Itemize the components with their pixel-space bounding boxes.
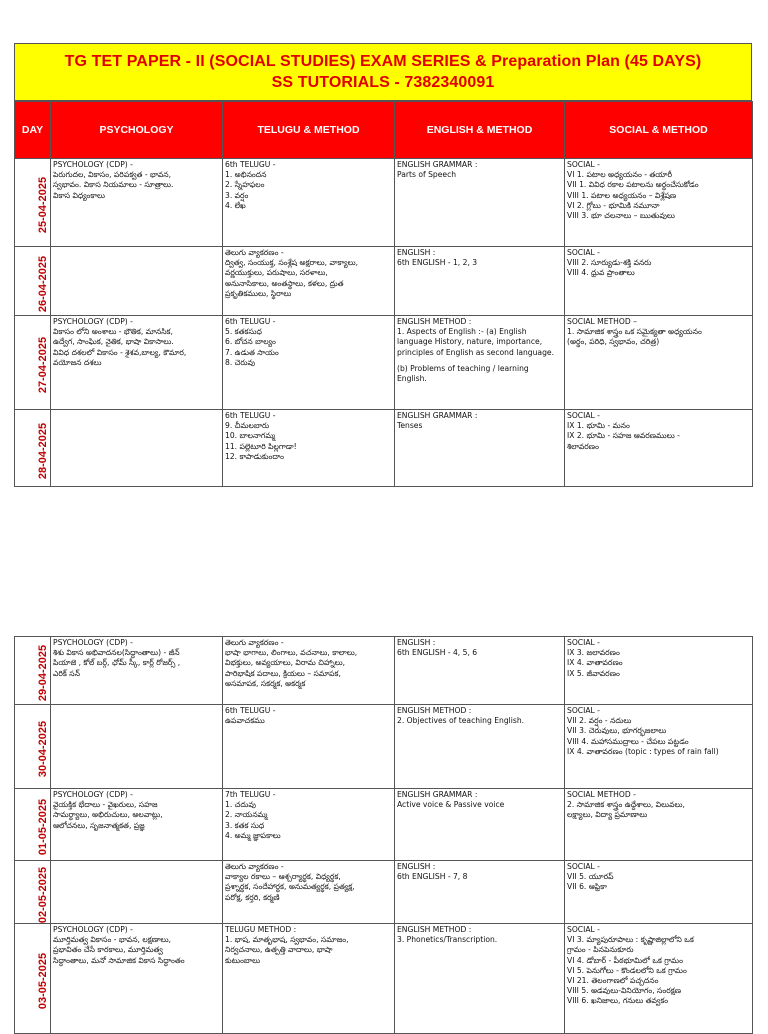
telugu-line: నిర్వచనాలు, ఉత్పత్తి వాదాలు, భాషా <box>225 945 333 955</box>
social-line: SOCIAL - <box>567 411 600 420</box>
english-cell <box>395 924 565 1034</box>
day-cell <box>15 705 51 789</box>
social-line: SOCIAL - <box>567 862 600 871</box>
social-line: VII 5. యూరప్ <box>567 872 614 882</box>
telugu-cell <box>223 316 395 410</box>
social-line: (అర్థం, పరిధి, స్వభావం, చరిత్ర) <box>567 337 660 347</box>
telugu-line: విభక్తులు, అవ్యయాలు, విరామ చిహ్నాలు, <box>225 658 346 668</box>
telugu-line: 2. స్నేహఫలం <box>225 180 265 190</box>
social-cell <box>565 637 753 705</box>
psychology-line: మూర్తిమత్వ వికాసం - భావన, లక్షణాలు, <box>53 935 171 945</box>
social-line: లక్ష్యాలు, విద్యా ప్రమాణాలు <box>567 810 648 820</box>
psychology-line: ఉద్వేగ, సాంఘిక, నైతిక, భాషా వికాసాలు. <box>53 337 174 347</box>
social-line: IX 2. భూమి - సహజ ఆవరణములు - <box>567 431 680 441</box>
english-line: Tenses <box>397 421 423 431</box>
day-cell <box>15 924 51 1034</box>
header-telugu: TELUGU & METHOD <box>223 102 395 159</box>
social-line: VI 2. గ్లోబు - భూమికి నమూనా <box>567 200 660 210</box>
telugu-cell <box>223 637 395 705</box>
psychology-line: వయోజన దశలు <box>53 357 102 367</box>
day-date: 01-05-2025 <box>37 798 50 856</box>
social-line: VII 2. వర్షం - నదులు <box>567 716 632 726</box>
english-line: ENGLISH GRAMMAR : <box>397 160 478 169</box>
english-line: 1. Aspects of English :- (a) English <box>397 327 527 337</box>
telugu-line: 1. అభినందన <box>225 170 267 180</box>
social-line: 2. సామాజిక శాస్త్రం ఉద్దేశాలు, విలువలు, <box>567 800 685 810</box>
header-day: DAY <box>15 102 51 159</box>
day-date: 30-04-2025 <box>37 720 50 778</box>
telugu-line: పరోక్ష, కర్తరి, కర్మణి <box>225 892 280 902</box>
social-cell <box>565 316 753 410</box>
english-cell <box>395 159 565 247</box>
social-line: IX 4. వాతావరణం <box>567 658 623 668</box>
day-cell <box>15 861 51 924</box>
psychology-line: వైయక్తిక భేదాలు - వైఖరులు, సహజ <box>53 800 158 810</box>
social-line: VIII 4. మహాసముద్రాలు - చేపలు పట్టడం <box>567 736 689 746</box>
schedule-row <box>15 789 753 861</box>
telugu-line: TELUGU METHOD : <box>225 925 297 934</box>
social-line: IX 5. జీవావరణం <box>567 668 620 678</box>
social-line: VIII 2. సూర్యుడు-శక్తి వనరు <box>567 258 652 268</box>
english-cell <box>395 316 565 410</box>
schedule-row <box>15 924 753 1034</box>
psychology-line: PSYCHOLOGY (CDP) - <box>53 317 133 326</box>
telugu-line: 11. పల్లెటూరి పిల్లగాడా! <box>225 441 297 451</box>
day-cell <box>15 410 51 487</box>
title-line-1: TG TET PAPER - II (SOCIAL STUDIES) EXAM SERIES & Preparation Plan (45 DAYS) <box>64 53 702 70</box>
title-line-2: SS TUTORIALS - 7382340091 <box>271 74 495 91</box>
telugu-line: 12. కాపాడుకుందాం <box>225 451 285 461</box>
day-date: 03-05-2025 <box>37 952 50 1010</box>
telugu-line: 4. అమ్మ జ్ఞాపకాలు <box>225 830 281 840</box>
english-line: ENGLISH GRAMMAR : <box>397 411 478 420</box>
telugu-line: 8. చెరువు <box>225 357 256 367</box>
social-line: IX 4. వాతావరణం (topic : types of rain fall) <box>567 746 719 756</box>
telugu-line: పారిభాషిక పదాలు, క్రియలు – సమాపక, <box>225 668 341 678</box>
social-line: SOCIAL METHOD – <box>567 317 637 326</box>
psychology-line: ఎరిక్ సన్ <box>53 668 80 678</box>
english-line: (b) Problems of teaching / learning <box>397 363 529 373</box>
header-row <box>15 102 753 159</box>
psychology-line: PSYCHOLOGY (CDP) - <box>53 638 133 647</box>
social-line: SOCIAL - <box>567 638 600 647</box>
telugu-cell <box>223 247 395 316</box>
telugu-cell <box>223 789 395 861</box>
english-line: 6th ENGLISH - 4, 5, 6 <box>397 648 478 658</box>
english-line: 3. Phonetics/Transcription. <box>397 935 498 945</box>
telugu-line: కుటుంబాలు <box>225 955 261 965</box>
telugu-line: 7th TELUGU - <box>225 790 276 799</box>
schedule-row <box>15 410 753 487</box>
social-line: IX 3. జలావరణం <box>567 648 620 658</box>
english-line: ENGLISH METHOD : <box>397 317 472 326</box>
telugu-cell <box>223 159 395 247</box>
social-line: SOCIAL - <box>567 925 600 934</box>
english-cell <box>395 410 565 487</box>
english-line: 2. Objectives of teaching English. <box>397 716 525 726</box>
day-cell <box>15 159 51 247</box>
telugu-line: 6th TELUGU - <box>225 706 276 715</box>
telugu-line: 7. ఉడుత సాయం <box>225 347 279 357</box>
social-line: SOCIAL METHOD - <box>567 790 636 799</box>
telugu-line: 5. కతకసుధ <box>225 327 262 337</box>
telugu-line: తెలుగు వ్యాకరణం - <box>225 638 284 647</box>
social-line: SOCIAL - <box>567 706 600 715</box>
social-line: VIII 5. అడవులు-వినియోగం, సంరక్షణ <box>567 986 681 996</box>
telugu-cell <box>223 861 395 924</box>
english-line: 6th ENGLISH - 1, 2, 3 <box>397 258 478 268</box>
telugu-line: ద్విత్వ, సంయుక్త, సంశ్లేష అక్షరాలు, వాక్యాలు, <box>225 258 359 268</box>
social-cell <box>565 789 753 861</box>
psychology-line: వివిధ దశలలో వికాసం - శైశవ,బాల్య, కౌమార, <box>53 347 187 357</box>
psychology-line: వికాసం లోని అంశాలు - భౌతిక, మానసిక, <box>53 327 173 337</box>
english-line: principles of English as second language. <box>397 347 554 357</box>
telugu-cell <box>223 924 395 1034</box>
psychology-cell <box>51 316 223 410</box>
telugu-line: 1. భాష, మాతృభాష, స్వభావం, సమాజం, <box>225 935 349 945</box>
social-cell <box>565 159 753 247</box>
psychology-line: శిశు వికాస అభివాదనల(సిద్ధాంతాలు) - జీన్ <box>53 648 180 658</box>
social-cell <box>565 247 753 316</box>
psychology-line: పెరుగుదల, వికాసం, పరిపక్వత - భావన, <box>53 170 172 180</box>
telugu-line: 6th TELUGU - <box>225 411 276 420</box>
telugu-line: వాక్యాల రకాలు – ఆశ్చర్యార్థక, విధ్యర్థక, <box>225 872 341 882</box>
social-line: గ్రామం - పినపెనుకూరు <box>567 945 634 955</box>
header-psychology: PSYCHOLOGY <box>51 102 223 159</box>
telugu-cell <box>223 410 395 487</box>
day-date: 27-04-2025 <box>37 336 50 394</box>
psychology-line: సామర్థ్యాలు, అభిరుచులు, అలవాట్లు, <box>53 810 163 820</box>
schedule-table-2 <box>14 636 753 1034</box>
social-line: VI 4. డోబార్ - పీఠభూమిలో ఒక గ్రామం <box>567 955 683 965</box>
psychology-line: PSYCHOLOGY (CDP) - <box>53 790 133 799</box>
english-cell <box>395 247 565 316</box>
psychology-cell <box>51 924 223 1034</box>
day-cell <box>15 789 51 861</box>
psychology-cell <box>51 789 223 861</box>
telugu-line: ప్రకృతికములు, స్థిరాలు <box>225 288 292 298</box>
social-line: VI 21. తెలంగాణలో పచ్చదనం <box>567 976 659 986</box>
day-cell <box>15 247 51 316</box>
psychology-cell <box>51 247 223 316</box>
english-cell <box>395 705 565 789</box>
social-line: శిలావరణం <box>567 441 599 451</box>
header-social: SOCIAL & METHOD <box>565 102 753 159</box>
schedule-row <box>15 637 753 705</box>
telugu-line: 6th TELUGU - <box>225 160 276 169</box>
english-line: ENGLISH : <box>397 248 436 257</box>
telugu-line: వర్ణయుక్తులు, పరుషాలు, సరళాలు, <box>225 268 328 278</box>
telugu-line: 1. చదువు <box>225 800 256 810</box>
schedule-row <box>15 159 753 247</box>
telugu-line: అనునాసికాలు, అంతస్థాలు, కళలు, ద్రుత <box>225 278 344 288</box>
psychology-cell <box>51 861 223 924</box>
telugu-line: 2. నాయనమ్మ <box>225 810 268 820</box>
psychology-cell <box>51 637 223 705</box>
psychology-line: PSYCHOLOGY (CDP) - <box>53 925 133 934</box>
header-english: ENGLISH & METHOD <box>395 102 565 159</box>
day-date: 29-04-2025 <box>37 644 50 702</box>
social-line: VI 5. పెనుగోలు - కొండలలోని ఒక గ్రామం <box>567 965 687 975</box>
social-line: 1. సామాజిక శాస్త్రం ఒక సమైక్యతా అధ్యయనం <box>567 327 702 337</box>
psychology-line: సిద్ధాంతాలు, మనో సామాజిక వికాస సిద్ధాంతం <box>53 955 185 965</box>
psychology-cell <box>51 410 223 487</box>
english-line: ENGLISH : <box>397 862 436 871</box>
english-cell <box>395 637 565 705</box>
telugu-line: 3. కతక సుధ <box>225 820 265 830</box>
psychology-line: స్వభావం. వికాస నియమాలు - సూత్రాలు. <box>53 180 174 190</box>
day-date: 02-05-2025 <box>37 866 50 923</box>
psychology-cell <box>51 159 223 247</box>
day-date: 28-04-2025 <box>37 422 50 479</box>
telugu-line: భాషా భాగాలు, లింగాలు, వచనాలు, కాలాలు, <box>225 648 358 658</box>
telugu-line: ఉపవాచకము <box>225 716 265 726</box>
telugu-cell <box>223 705 395 789</box>
telugu-line: 4. లేఖ <box>225 200 246 210</box>
social-line: VI 1. పటాల అధ్యయనం - తయారీ <box>567 170 672 180</box>
telugu-line: 9. చీమలబారు <box>225 421 270 431</box>
social-line: IX 1. భూమి - మనం <box>567 421 630 431</box>
schedule-row <box>15 861 753 924</box>
social-line: VIII 1. పటాల అధ్యయనం – విశ్లేషణ <box>567 190 677 200</box>
schedule-row <box>15 316 753 410</box>
telugu-line: తెలుగు వ్యాకరణం - <box>225 248 284 257</box>
schedule-row <box>15 247 753 316</box>
psychology-line: పియాజె , కోల్ బర్గ్, ఛోమ్ స్కీ, కార్ల్ రోజర్స్ , <box>53 658 181 668</box>
english-line: language History, nature, importance, <box>397 337 543 347</box>
psychology-line: వికాస విధ్యంకాలు <box>53 190 105 200</box>
psychology-line: ఆలోచనలు, సృజనాత్మకత, ప్రజ్ఞ <box>53 820 145 830</box>
social-line: VII 3. చెరువులు, భూగర్భజలాలు <box>567 726 667 736</box>
day-cell <box>15 637 51 705</box>
english-line: ENGLISH METHOD : <box>397 706 472 715</box>
telugu-line: 6th TELUGU - <box>225 317 276 326</box>
english-line: Active voice & Passive voice <box>397 800 505 810</box>
telugu-line: అసమాపక, సకర్మక, అకర్మక <box>225 678 306 688</box>
telugu-line: 6. బోచన బాల్యం <box>225 337 276 347</box>
social-line: VI 3. మ్యాపురూపాలు : కృష్ణాజిల్లాలోని ఒక <box>567 935 694 945</box>
social-line: VIII 6. ఖనిజాలు, గనులు తవ్వకం <box>567 996 669 1006</box>
english-line: English. <box>397 374 427 384</box>
day-date: 25-04-2025 <box>37 176 50 234</box>
schedule-table-1 <box>14 101 753 487</box>
social-line: VIII 4. ధ్రువ ప్రాంతాలు <box>567 268 635 278</box>
psychology-line: ప్రభావితం చేసే కారకాలు, మూర్తిమత్వ <box>53 945 163 955</box>
english-cell <box>395 861 565 924</box>
english-line: ENGLISH GRAMMAR : <box>397 790 478 799</box>
social-line: SOCIAL - <box>567 160 600 169</box>
social-cell <box>565 861 753 924</box>
psychology-cell <box>51 705 223 789</box>
english-line: ENGLISH METHOD : <box>397 925 472 934</box>
title-banner <box>14 43 752 101</box>
psychology-line: PSYCHOLOGY (CDP) - <box>53 160 133 169</box>
social-line: VII 1. వివిధ రకాల పటాలను అర్థంచేసుకోడం <box>567 180 699 190</box>
schedule-row <box>15 705 753 789</box>
social-cell <box>565 924 753 1034</box>
social-line: SOCIAL - <box>567 248 600 257</box>
telugu-line: తెలుగు వ్యాకరణం - <box>225 862 284 871</box>
english-cell <box>395 789 565 861</box>
social-line: VIII 3. భూ చలనాలు – ఋతువులు <box>567 211 675 221</box>
english-line: ENGLISH : <box>397 638 436 647</box>
telugu-line: ప్రశ్నార్థక, సందేహార్థక, అనుమత్యర్థక, ప్రత్యక్ష, <box>225 882 355 892</box>
social-cell <box>565 410 753 487</box>
day-date: 26-04-2025 <box>37 255 50 312</box>
english-line: Parts of Speech <box>397 170 457 180</box>
social-line: VII 6. ఆఫ్రికా <box>567 882 607 892</box>
telugu-line: 10. బాలనాగమ్మ <box>225 431 276 441</box>
telugu-line: 3. వర్షం <box>225 190 249 200</box>
social-cell <box>565 705 753 789</box>
day-cell <box>15 316 51 410</box>
english-line: 6th ENGLISH - 7, 8 <box>397 872 468 882</box>
